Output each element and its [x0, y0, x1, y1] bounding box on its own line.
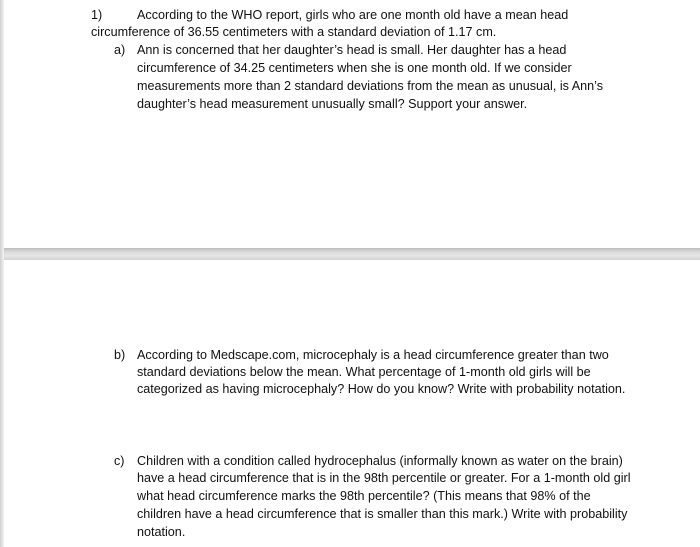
page-left-edge	[0, 0, 4, 547]
part-a-label: a)	[114, 43, 126, 57]
part-c-line-5: notation.	[137, 525, 186, 539]
question-intro-line-2: circumference of 36.55 centimeters with a standard deviation of 1.17 cm.	[91, 25, 497, 39]
part-a-line-4: daughter’s head measurement unusually small? Support your answer.	[137, 97, 528, 111]
top-panel	[0, 0, 700, 248]
part-b-line-3: categorized as having microcephaly? How do you know? Write with probability notation.	[137, 382, 626, 396]
bottom-panel	[0, 260, 700, 547]
part-c-line-2: have a head circumference that is in the 98th percentile or greater. For a 1-month old girl	[137, 471, 631, 485]
question-intro-line-1: According to the WHO report, girls who are one month old have a mean head	[137, 8, 569, 22]
part-a-line-2: circumference of 34.25 centimeters when she is one month old. If we consider	[137, 61, 572, 75]
part-c-label: c)	[114, 454, 125, 468]
part-b-line-2: standard deviations below the mean. What percentage of 1-month old girls will be	[137, 365, 591, 379]
part-b-line-1: According to Medscape.com, microcephaly is a head circumference greater than two	[137, 348, 609, 362]
part-b-label: b)	[114, 348, 126, 362]
part-a-line-1: Ann is concerned that her daughter’s head is small. Her daughter has a head	[137, 43, 567, 57]
part-c-line-4: children have a head circumference that is smaller than this mark.) Write with probability	[137, 507, 628, 521]
part-a-line-3: measurements more than 2 standard deviations from the mean as unusual, is Ann’s	[137, 79, 603, 93]
part-c-line-1: Children with a condition called hydrocephalus (informally known as water on the brain)	[137, 454, 623, 468]
question-number: 1)	[91, 8, 103, 22]
page-separator	[0, 248, 700, 260]
part-c-line-3: what head circumference marks the 98th percentile? (This means that 98% of the	[137, 489, 591, 503]
